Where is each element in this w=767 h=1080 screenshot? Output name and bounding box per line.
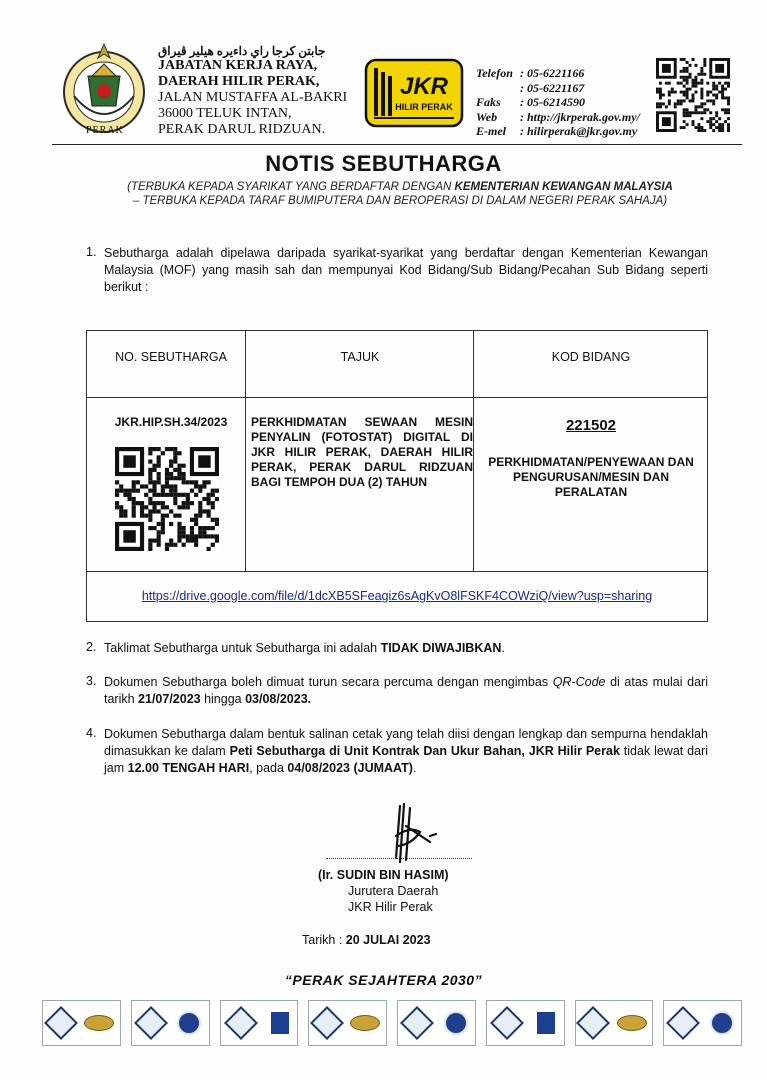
department-address xyxy=(158,44,347,138)
state-motto: “PERAK SEJAHTERA 2030” xyxy=(284,972,483,988)
environment-cert-badge xyxy=(397,1000,476,1046)
item-text: Dokumen Sebutharga dalam bentuk salinan cetak yang telah diisi dengan lengkap dan sempurna hendaklah dimasukkan ke dalam xyxy=(104,727,708,758)
tender-qr-code-icon[interactable] xyxy=(115,447,219,551)
ohs-cert-badge xyxy=(663,1000,742,1046)
table-divider xyxy=(473,331,474,571)
web-url[interactable]: : http://jkrperak.gov.my/ xyxy=(520,109,640,124)
contact-label: E-mel xyxy=(476,124,506,138)
address-line-3: PERAK DARUL RIDZUAN. xyxy=(158,122,326,137)
item-text: . xyxy=(412,761,417,775)
standards-icon xyxy=(350,1015,380,1031)
item-text: tidak lewat dari jam xyxy=(104,744,708,775)
table-divider xyxy=(87,397,707,398)
quality-cert-badge xyxy=(42,1000,121,1046)
environmental-system-icon xyxy=(490,1006,524,1040)
contact-block xyxy=(476,66,640,139)
item-text: di atas mulai dari tarikh xyxy=(104,675,708,706)
letterhead-divider xyxy=(52,144,742,145)
notice-title: NOTIS SEBUTHARGA xyxy=(265,151,502,176)
address-line-1: JALAN MUSTAFFA AL-BAKRI xyxy=(158,90,348,105)
field-code: 221502 xyxy=(565,417,617,434)
quality-system-icon xyxy=(134,1006,168,1040)
qr-code-term: QR-Code xyxy=(552,675,606,689)
email-address[interactable]: : hilirperak@jkr.gov.my xyxy=(520,124,638,138)
start-date: 21/07/2023 xyxy=(138,692,201,706)
ohas-system-icon xyxy=(666,1006,700,1040)
item-text: . xyxy=(501,641,505,655)
item-number: 1. xyxy=(86,245,97,259)
dept-line-1: JABATAN KERJA RAYA, xyxy=(158,58,318,73)
item-3-text xyxy=(104,674,708,708)
end-date: 03/08/2023. xyxy=(245,692,312,706)
crest-label: PERAK xyxy=(86,125,124,136)
environmental-system-icon xyxy=(310,1006,344,1040)
contact-row xyxy=(476,110,640,125)
contact-label: Telefon xyxy=(476,66,513,80)
header-tajuk: TAJUK xyxy=(340,350,380,364)
subtitle-ministry: KEMENTERIAN KEWANGAN MALAYSIA xyxy=(454,181,673,193)
certification-badges xyxy=(42,1000,742,1052)
contact-row xyxy=(476,81,640,96)
standards-icon xyxy=(617,1015,647,1031)
environment-cert-badge xyxy=(308,1000,387,1046)
contact-value: : 05-6221166 xyxy=(520,66,585,80)
submission-location: Peti Sebutharga di Unit Kontrak Dan Ukur Bahan, JKR Hilir Perak xyxy=(229,744,620,758)
iqnet-icon xyxy=(710,1011,734,1035)
date-value: 20 JULAI 2023 xyxy=(345,933,431,947)
subtitle-line-2: – TERBUKA KEPADA TARAF BUMIPUTERA DAN BEROPERASI DI DALAM NEGERI PERAK SAHAJA) xyxy=(132,195,668,207)
ukas-icon xyxy=(537,1012,555,1034)
jkr-logo-sub: HILIR PERAK xyxy=(395,102,453,112)
jawi-dept-name: جابتن كرجا راي داءيره هيلير ڤيراق xyxy=(158,44,326,58)
contact-value: : 05-6214590 xyxy=(520,95,585,109)
contact-row xyxy=(476,124,640,139)
signatory-title: Jurutera Daerah xyxy=(348,884,439,898)
notice-subtitle xyxy=(60,180,740,208)
contact-row xyxy=(476,66,640,81)
subtitle-text: (TERBUKA KEPADA SYARIKAT YANG BERDAFTAR DENGAN xyxy=(127,181,455,193)
item-number: 4. xyxy=(86,726,97,740)
contact-value: : 05-6221167 xyxy=(520,80,585,95)
item-text: , pada xyxy=(249,761,288,775)
dept-line-2: DAERAH HILIR PERAK, xyxy=(158,74,320,89)
document-download-link[interactable]: https://drive.google.com/file/d/1dcXB5SFeagiz6sAgKvO8lFSKF4COWziQ/view?usp=sharing xyxy=(141,589,653,603)
standards-icon xyxy=(84,1015,114,1031)
signature-line xyxy=(326,858,472,859)
iqnet-icon xyxy=(444,1011,468,1035)
ukas-icon xyxy=(271,1012,289,1034)
item-number: 3. xyxy=(86,674,97,688)
item-2-text xyxy=(104,640,708,657)
item-text: Dokumen Sebutharga boleh dimuat turun secara percuma dengan mengimbas xyxy=(104,675,553,689)
contact-row xyxy=(476,95,640,110)
iqnet-icon xyxy=(177,1011,201,1035)
header-no-sebutharga: NO. SEBUTHARGA xyxy=(115,350,227,364)
quotation-table xyxy=(86,330,708,622)
contact-label xyxy=(476,81,520,96)
item-text: Taklimat Sebutharga untuk Sebutharga ini adalah xyxy=(104,641,381,655)
signatory-name: (Ir. SUDIN BIN HASIM) xyxy=(318,868,449,882)
header-qr-code-icon[interactable] xyxy=(656,58,730,132)
submission-time: 12.00 TENGAH HARI xyxy=(127,761,250,775)
address-line-2: 36000 TELUK INTAN, xyxy=(158,106,292,121)
quality-cert-badge xyxy=(220,1000,299,1046)
jkr-logo-text: JKR xyxy=(399,73,449,100)
date-label: Tarikh : xyxy=(302,933,346,947)
quality-cert-badge xyxy=(131,1000,210,1046)
issue-date xyxy=(302,933,431,947)
submission-date: 04/08/2023 (JUMAAT) xyxy=(287,761,413,775)
ohs-cert-badge xyxy=(575,1000,654,1046)
ohas-system-icon xyxy=(576,1006,610,1040)
quality-system-icon xyxy=(44,1006,78,1040)
jkr-logo-icon xyxy=(364,58,464,128)
signature-icon xyxy=(370,796,450,876)
table-divider xyxy=(87,571,707,572)
item-number: 2. xyxy=(86,640,97,654)
quality-system-icon xyxy=(224,1006,258,1040)
contact-label: Faks xyxy=(476,95,501,109)
quotation-ref-no: JKR.HIP.SH.34/2023 xyxy=(114,415,228,429)
item-1-text: Sebutharga adalah dipelawa daripada syarikat-syarikat yang berdaftar dengan Kementerian Kewangan Malaysia (MOF) yang masih sah dan mempunyai Kod Bidang/Sub Bidang/Pecahan Sub Bidang seperti berikut : xyxy=(104,246,708,294)
field-code-description: PERKHIDMATAN/PENYEWAAN DAN PENGURUSAN/MESIN DAN PERALATAN xyxy=(488,455,694,499)
environmental-system-icon xyxy=(400,1006,434,1040)
header-kod-bidang: KOD BIDANG xyxy=(551,350,631,364)
briefing-status: TIDAK DIWAJIBKAN xyxy=(380,641,502,655)
item-4-text xyxy=(104,726,708,777)
item-text: hingga xyxy=(200,692,246,706)
environment-cert-badge xyxy=(486,1000,565,1046)
quotation-title: PERKHIDMATAN SEWAAN MESIN PENYALIN (FOTOSTAT) DIGITAL DI JKR HILIR PERAK, DAERAH HILIR PERAK, PERAK DARUL RIDZUAN BAGI TEMPOH DUA (2) TAHUN xyxy=(251,415,473,489)
contact-label: Web xyxy=(476,109,498,124)
table-divider xyxy=(245,331,246,571)
signatory-office: JKR Hilir Perak xyxy=(348,900,433,914)
